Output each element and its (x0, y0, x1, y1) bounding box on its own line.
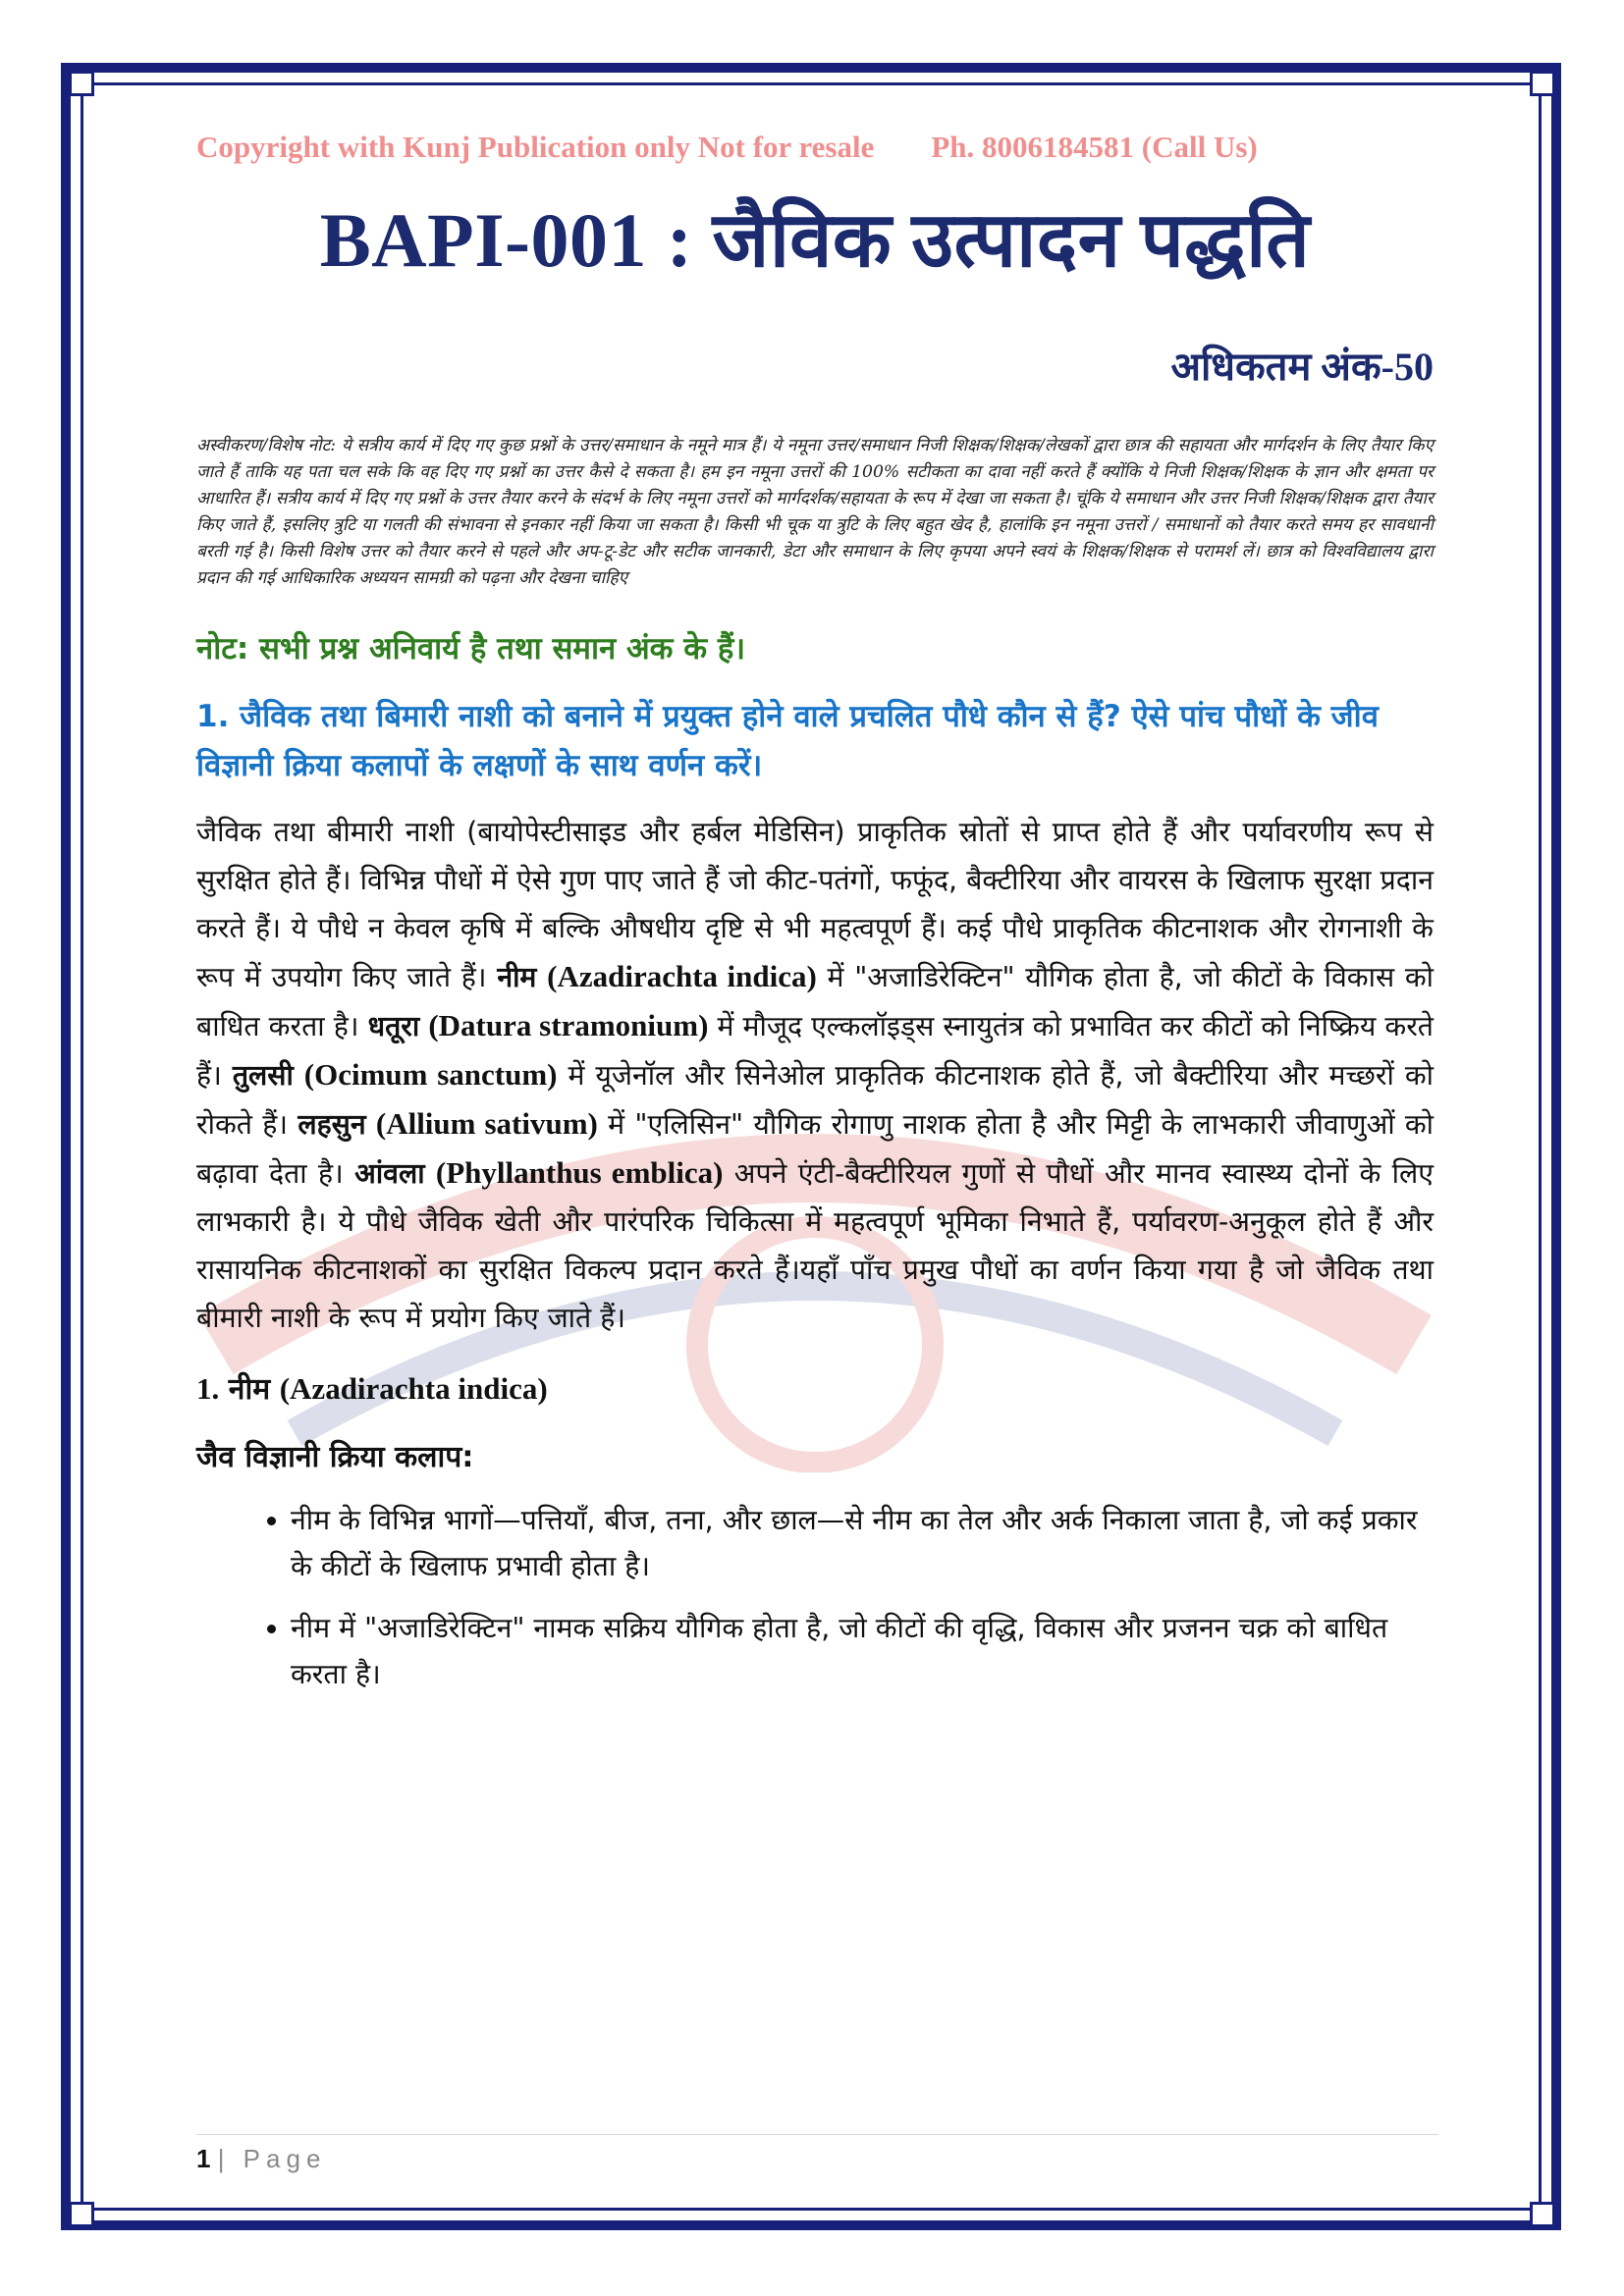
section-latin-name: (Azadirachta indica) (279, 1371, 548, 1406)
section-plant-name: नीम (228, 1372, 271, 1407)
copyright-text: Copyright with Kunj Publication only Not for resale (196, 130, 875, 164)
page-footer (196, 2144, 326, 2174)
answer-intro: जैविक तथा बीमारी नाशी (बायोपेस्टीसाइड और हर्बल मेडिसिन) प्राकृतिक स्रोतों से प्राप्त होते हैं और पर्यावरणीय रूप से सुरक्षित होते हैं। विभिन्न पौधों में ऐसे गुण पाए जाते हैं जो कीट-पतंगों, फफूंद, बैक्टीरिया और वायरस के खिलाफ सुरक्षा प्रदान करते हैं। ये पौधे न केवल कृषि में बल्कि औषधीय दृष्टि से भी महत्वपूर्ण हैं। कई पौधे प्राकृतिक कीटनाशक और रोगनाशी के रूप में उपयोग किए जाते हैं। (196, 816, 1434, 993)
latin-dhatura: (Datura stramonium) (428, 1008, 709, 1042)
plant-name-dhatura: धतूरा (367, 1010, 420, 1042)
tulsi-text: में यूजेनॉल और सिनेओल प्राकृतिक कीटनाशक होते हैं, जो बैक्टीरिया और मच्छरों को रोकते हैं। (196, 1059, 1434, 1141)
page-title: BAPI-001 : जैविक उत्पादन पद्धति (319, 197, 1311, 283)
border-corner (1530, 71, 1555, 96)
border-corner (69, 2202, 94, 2227)
border-corner (69, 71, 94, 96)
latin-neem: (Azadirachta indica) (547, 959, 817, 993)
neem-text: में "अजाडिरेक्टिन" यौगिक होता है, जो कीटों के विकास को बाधित करता है। (196, 961, 1435, 1042)
garlic-text: में "एलिसिन" यौगिक रोगाणु नाशक होता है और मिट्टी के लाभकारी जीवाणुओं को बढ़ावा देता है। (196, 1108, 1435, 1190)
plant-name-amla: आंवला (354, 1157, 425, 1190)
plant-name-neem: नीम (497, 961, 537, 993)
section-number: 1. (196, 1371, 220, 1406)
border-corner (1530, 2202, 1555, 2227)
latin-garlic: (Allium sativum) (375, 1106, 598, 1141)
page-label: | Page (217, 2144, 327, 2173)
question-1: 1. जैविक तथा बिमारी नाशी को बनाने में प्रयुक्त होने वाले प्रचलित पौधे कौन से हैं? ऐसे पांच पौधों के जीव विज्ञानी क्रिया कलापों के लक्षणों के साथ वर्णन करें। (196, 699, 1379, 783)
list-item: • नीम में "अजाडिरेक्टिन" नामक सक्रिय यौगिक होता है, जो कीटों की वृद्धि, विकास और प्रजनन चक्र को बाधित करता है। (291, 1605, 1434, 1697)
note-heading: नोट: सभी प्रश्न अनिवार्य है तथा समान अंक के हैं। (196, 631, 746, 667)
page-content (196, 130, 1434, 1713)
dhatura-text: में मौजूद एल्कलॉइड्स स्नायुतंत्र को प्रभावित कर कीटों को निष्क्रिय करते हैं। (196, 1010, 1434, 1092)
latin-tulsi: (Ocimum sanctum) (303, 1057, 558, 1092)
phone-text: Ph. 8006184581 (Call Us) (931, 130, 1258, 164)
section-subheading: जैव विज्ञानी क्रिया कलाप: (196, 1440, 474, 1474)
answer-paragraph (196, 808, 1434, 1342)
max-marks: अधिकतम अंक-50 (1170, 345, 1434, 389)
copyright-header (196, 130, 1434, 165)
list-item: • नीम के विभिन्न भागों—पत्तियाँ, बीज, तना, और छाल—से नीम का तेल और अर्क निकाला जाता है, जो कई प्रकार के कीटों के खिलाफ प्रभावी होता है। (291, 1497, 1434, 1589)
latin-amla: (Phyllanthus emblica) (435, 1155, 724, 1190)
bullet-list (196, 1497, 1434, 1697)
disclaimer: अस्वीकरण/विशेष नोट: ये सत्रीय कार्य में दिए गए कुछ प्रश्नों के उत्तर/समाधान के नमूने मात्र हैं। ये नमूना उत्तर/समाधान निजी शिक्षक/शिक्षक/लेखकों द्वारा छात्र की सहायता और मार्गदर्शन के लिए तैयार किए जाते हैं ताकि यह पता चल सके कि वह दिए गए प्रश्नों का उत्तर कैसे दे सकता है। हम इन नमूना उत्तरों की 100% सटीकता का दावा नहीं करते हैं क्योंकि ये निजी शिक्षक/शिक्षक के ज्ञान और क्षमता पर आधारित हैं। सत्रीय कार्य में दिए गए प्रश्नों के उत्तर तैयार करने के संदर्भ के लिए नमूना उत्तरों को मार्गदर्शक/सहायता के रूप में देखा जा सकता है। चूंकि ये समाधान और उत्तर निजी शिक्षक/शिक्षक द्वारा तैयार किए जाते हैं, इसलिए त्रुटि या गलती की संभावना से इनकार नहीं किया जा सकता है। किसी भी चूक या त्रुटि के लिए बहुत खेद है, हालांकि इन नमूना उत्तरों / समाधानों को तैयार करते समय हर सावधानी बरती गई है। किसी विशेष उत्तर को तैयार करने से पहले और अप-टू-डेट और सटीक जानकारी, डेटा और समाधान के लिए कृपया अपने स्वयं के शिक्षक/शिक्षक से परामर्श लें। छात्र को विश्वविद्यालय द्वारा प्रदान की गई आधिकारिक अध्ययन सामग्री को पढ़ना और देखना चाहिए (196, 436, 1434, 588)
amla-text: अपने एंटी-बैक्टीरियल गुणों से पौधों और मानव स्वास्थ्य दोनों के लिए लाभकारी है। ये पौधे जैविक खेती और पारंपरिक चिकित्सा में महत्वपूर्ण भूमिका निभाते हैं, पर्यावरण-अनुकूल होते हैं और रासायनिक कीटनाशकों का सुरक्षित विकल्प प्रदान करते हैं।यहाँ पाँच प्रमुख पौधों का वर्णन किया गया है जो जैविक तथा बीमारी नाशी के रूप में प्रयोग किए जाते हैं। (196, 1157, 1434, 1334)
footer-divider (196, 2134, 1438, 2135)
plant-name-tulsi: तुलसी (232, 1059, 294, 1092)
plant-name-garlic: लहसुन (298, 1108, 366, 1141)
section-heading-neem (196, 1367, 1434, 1408)
page-number: 1 (196, 2144, 211, 2173)
